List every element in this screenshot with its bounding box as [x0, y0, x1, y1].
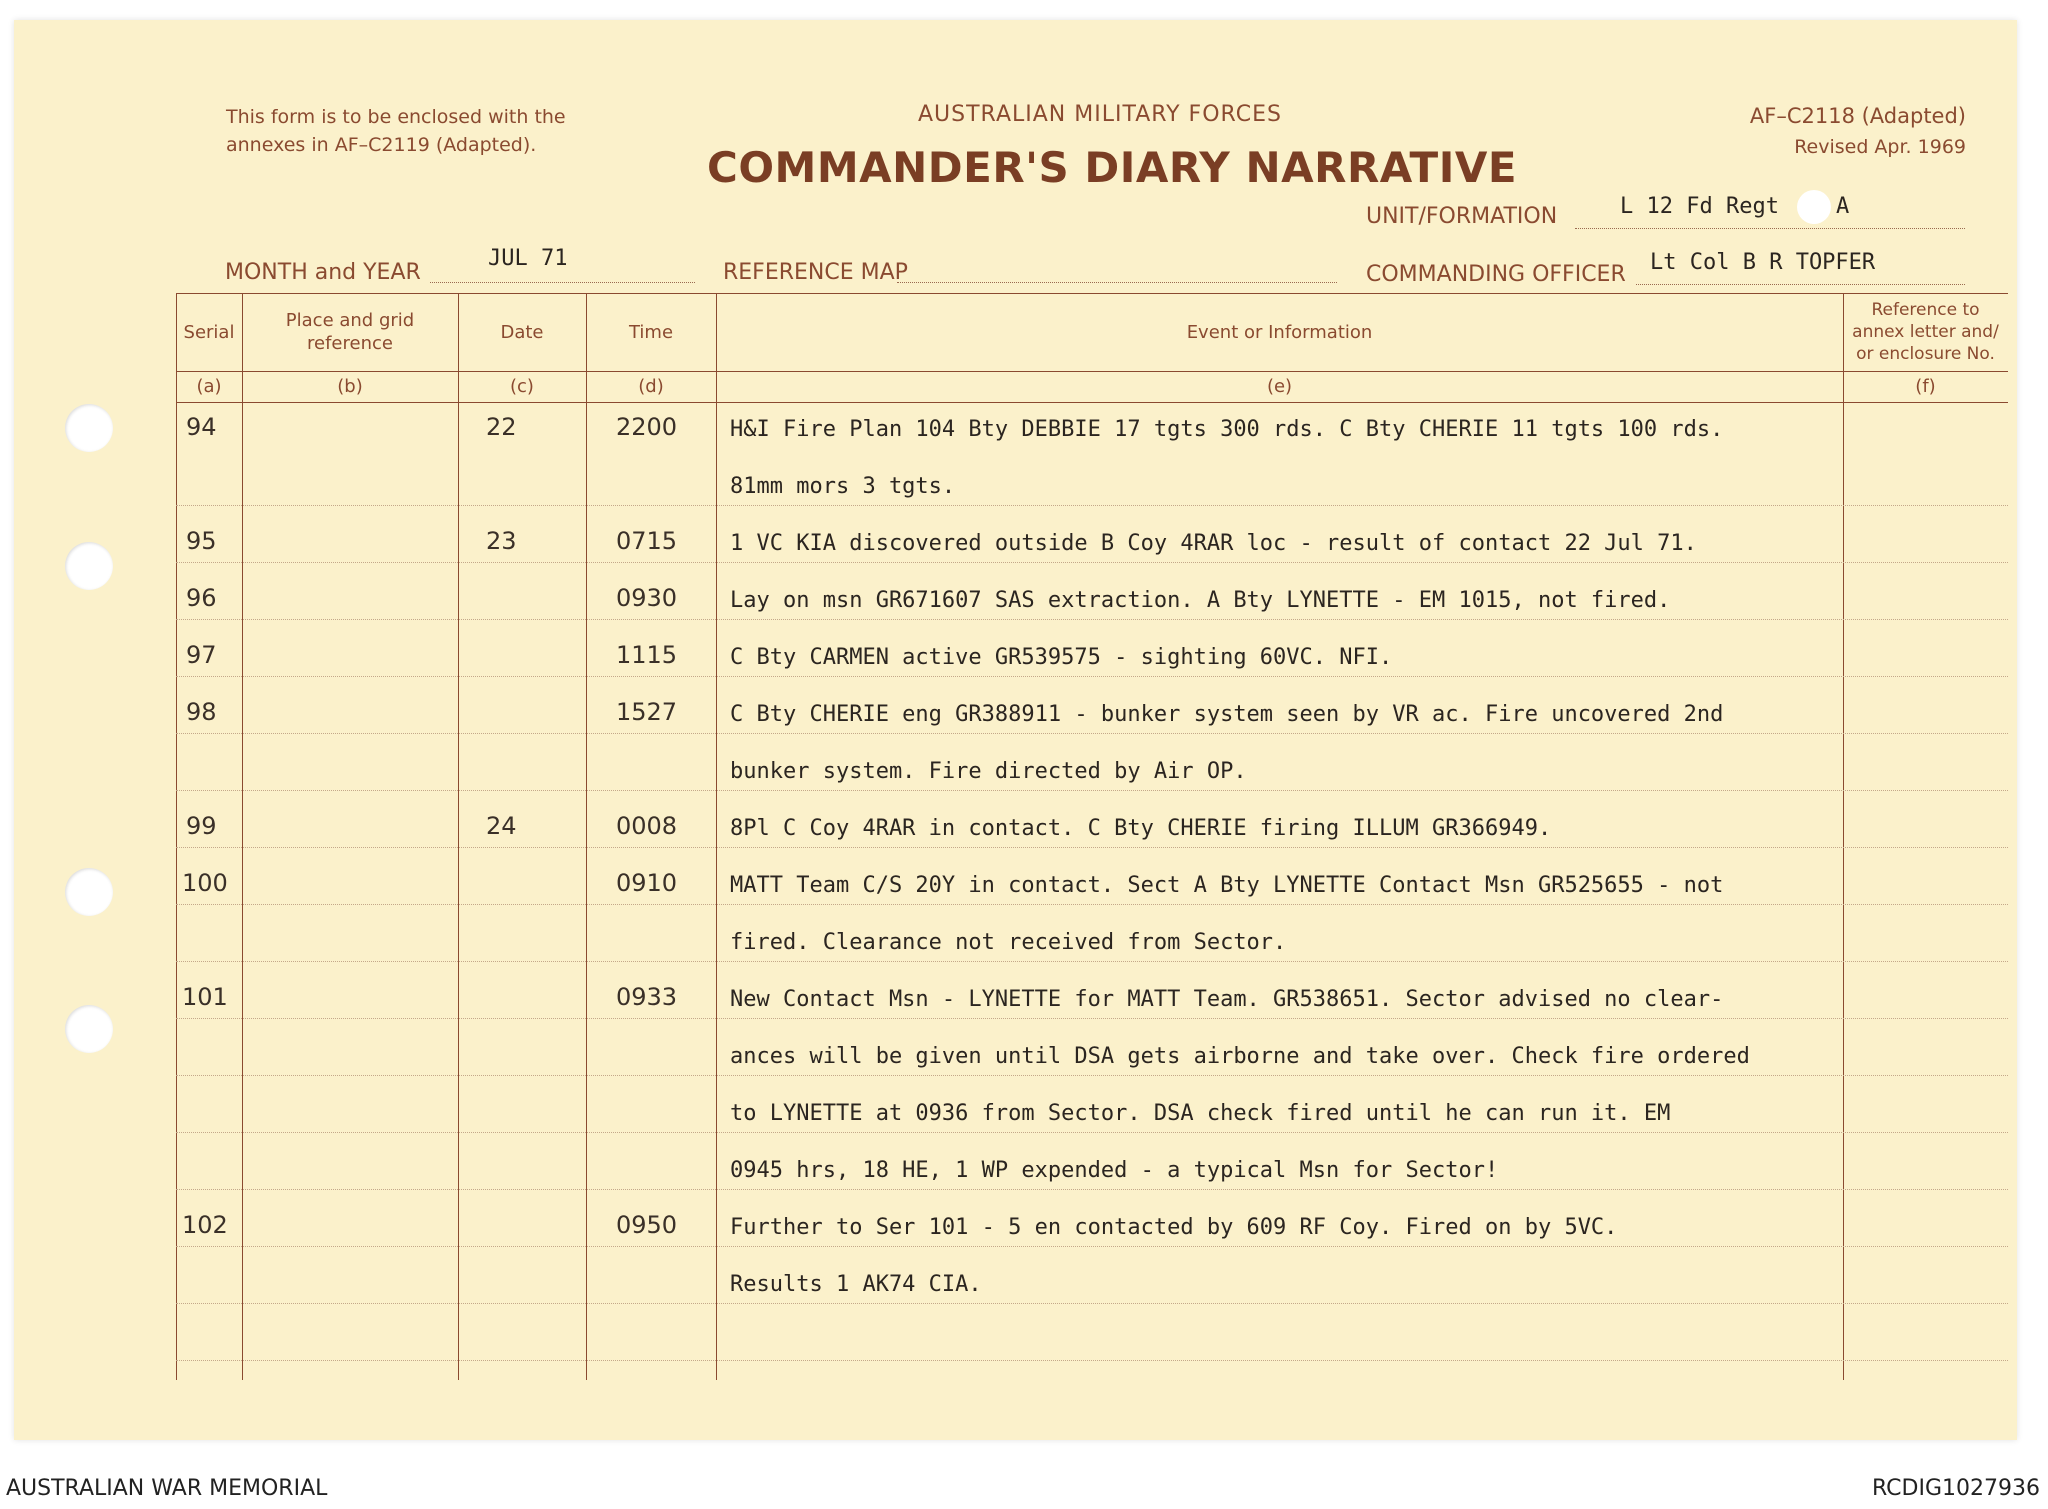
- time-cell: 2200: [616, 413, 678, 441]
- archive-credit: AUSTRALIAN WAR MEMORIAL: [6, 1476, 328, 1501]
- col-letter: (b): [337, 376, 363, 397]
- revision-date: Revised Apr. 1969: [1794, 136, 1966, 158]
- event-line: 81mm mors 3 tgts.: [730, 474, 956, 499]
- ruled-line: [176, 1246, 2008, 1247]
- col-head-place: Place and grid reference: [285, 310, 415, 354]
- event-line: ances will be given until DSA gets airborne and take over. Check fire ordered: [730, 1044, 1750, 1069]
- form-number: AF–C2118 (Adapted): [1749, 104, 1966, 128]
- event-line: New Contact Msn - LYNETTE for MATT Team. GR538651. Sector advised no clear-: [730, 987, 1724, 1012]
- time-cell: 0715: [616, 527, 678, 555]
- serial-102: 102: [182, 1211, 228, 1239]
- event-line: Results 1 AK74 CIA.: [730, 1272, 982, 1297]
- ruled-line: [176, 619, 2008, 620]
- time-cell: 1527: [616, 698, 678, 726]
- archive-id: RCDIG1027936: [1871, 1476, 2040, 1501]
- ruled-line: [176, 676, 2008, 677]
- ruled-line: [176, 1018, 2008, 1019]
- event-line: H&I Fire Plan 104 Bty DEBBIE 17 tgts 300 rds. C Bty CHERIE 11 tgts 100 rds.: [730, 417, 1724, 442]
- col-letter: (e): [1266, 376, 1293, 397]
- time-cell: 0930: [616, 584, 678, 612]
- event-line: Lay on msn GR671607 SAS extraction. A Bty LYNETTE - EM 1015, not fired.: [730, 588, 1671, 613]
- punch-hole: [65, 1005, 113, 1053]
- column-divider: [1843, 293, 1844, 1380]
- date-cell: 22: [486, 413, 517, 441]
- time-cell: 0008: [616, 812, 678, 840]
- column-divider: [458, 293, 459, 1380]
- form-note-line: This form is to be enclosed with the: [226, 106, 566, 128]
- col-head-reference: Reference to annex letter and/ or enclosure No.: [1852, 300, 1999, 364]
- serial-94: 94: [186, 413, 217, 441]
- event-line: MATT Team C/S 20Y in contact. Sect A Bty LYNETTE Contact Msn GR525655 - not: [730, 873, 1724, 898]
- time-cell: 0933: [616, 983, 678, 1011]
- unit-value: L 12 Fd Regt: [1620, 194, 1779, 219]
- punch-hole: [65, 868, 113, 916]
- punch-hole: [1797, 190, 1831, 224]
- organization: AUSTRALIAN MILITARY FORCES: [918, 102, 1282, 127]
- event-line: C Bty CHERIE eng GR388911 - bunker system seen by VR ac. Fire uncovered 2nd: [730, 702, 1724, 727]
- time-cell: 0950: [616, 1211, 678, 1239]
- event-line: 8Pl C Coy 4RAR in contact. C Bty CHERIE firing ILLUM GR366949.: [730, 816, 1552, 841]
- punch-hole: [65, 542, 113, 590]
- col-letter: (c): [510, 376, 534, 397]
- punch-hole: [65, 404, 113, 452]
- event-line: 0945 hrs, 18 HE, 1 WP expended - a typical Msn for Sector!: [730, 1158, 1499, 1183]
- event-line: to LYNETTE at 0936 from Sector. DSA check fired until he can run it. EM: [730, 1101, 1671, 1126]
- column-divider: [242, 293, 243, 1380]
- serial-97: 97: [186, 641, 217, 669]
- event-line: bunker system. Fire directed by Air OP.: [730, 759, 1247, 784]
- ruled-line: [176, 505, 2008, 506]
- col-letter: (a): [196, 376, 222, 397]
- event-line: fired. Clearance not received from Sector.: [730, 930, 1287, 955]
- col-head-serial: Serial: [183, 321, 235, 343]
- col-letter: (f): [1915, 376, 1936, 397]
- column-divider: [176, 293, 177, 1380]
- ruled-line: [176, 904, 2008, 905]
- event-line: 1 VC KIA discovered outside B Coy 4RAR loc - result of contact 22 Jul 71.: [730, 531, 1697, 556]
- ruled-line: [176, 733, 2008, 734]
- col-head-event: Event or Information: [1186, 321, 1373, 343]
- unit-label: UNIT/FORMATION: [1366, 204, 1558, 229]
- serial-95: 95: [186, 527, 217, 555]
- serial-100: 100: [182, 869, 228, 897]
- month-year-dotline: [430, 282, 695, 283]
- date-cell: 23: [486, 527, 517, 555]
- reference-map-dotline: [897, 282, 1337, 283]
- col-head-time: Time: [628, 321, 674, 343]
- serial-96: 96: [186, 584, 217, 612]
- commanding-officer-value: Lt Col B R TOPFER: [1650, 250, 1876, 275]
- column-divider: [586, 293, 587, 1380]
- letter-row-divider: [176, 402, 2008, 403]
- date-cell: 24: [486, 812, 517, 840]
- serial-99: 99: [186, 812, 217, 840]
- event-line: Further to Ser 101 - 5 en contacted by 609 RF Coy. Fired on by 5VC.: [730, 1215, 1618, 1240]
- serial-98: 98: [186, 698, 217, 726]
- commanding-officer-label: COMMANDING OFFICER: [1366, 262, 1626, 287]
- time-cell: 0910: [616, 869, 678, 897]
- ruled-line: [176, 1075, 2008, 1076]
- diary-table: [176, 293, 2008, 1380]
- ruled-line: [176, 1189, 2008, 1190]
- form-note-line: annexes in AF–C2119 (Adapted).: [226, 134, 537, 156]
- column-divider: [716, 293, 717, 1380]
- ruled-line: [176, 1360, 2008, 1361]
- ruled-line: [176, 1303, 2008, 1304]
- page-title: COMMANDER'S DIARY NARRATIVE: [707, 143, 1518, 192]
- ruled-line: [176, 562, 2008, 563]
- unit-dotline: [1575, 228, 1965, 229]
- serial-101: 101: [182, 983, 228, 1011]
- form-note: [226, 103, 566, 159]
- ruled-line: [176, 790, 2008, 791]
- reference-map-label: REFERENCE MAP: [723, 260, 908, 285]
- col-letter: (d): [638, 376, 664, 397]
- ruled-line: [176, 1132, 2008, 1133]
- time-cell: 1115: [616, 641, 678, 669]
- commanding-officer-dotline: [1636, 284, 1965, 285]
- ruled-line: [176, 961, 2008, 962]
- ruled-line: [176, 847, 2008, 848]
- unit-value-suffix: A: [1836, 194, 1850, 219]
- event-line: C Bty CARMEN active GR539575 - sighting 60VC. NFI.: [730, 645, 1393, 670]
- month-year-label: MONTH and YEAR: [225, 260, 421, 285]
- month-year-value: JUL 71: [488, 246, 568, 271]
- col-head-date: Date: [500, 321, 544, 343]
